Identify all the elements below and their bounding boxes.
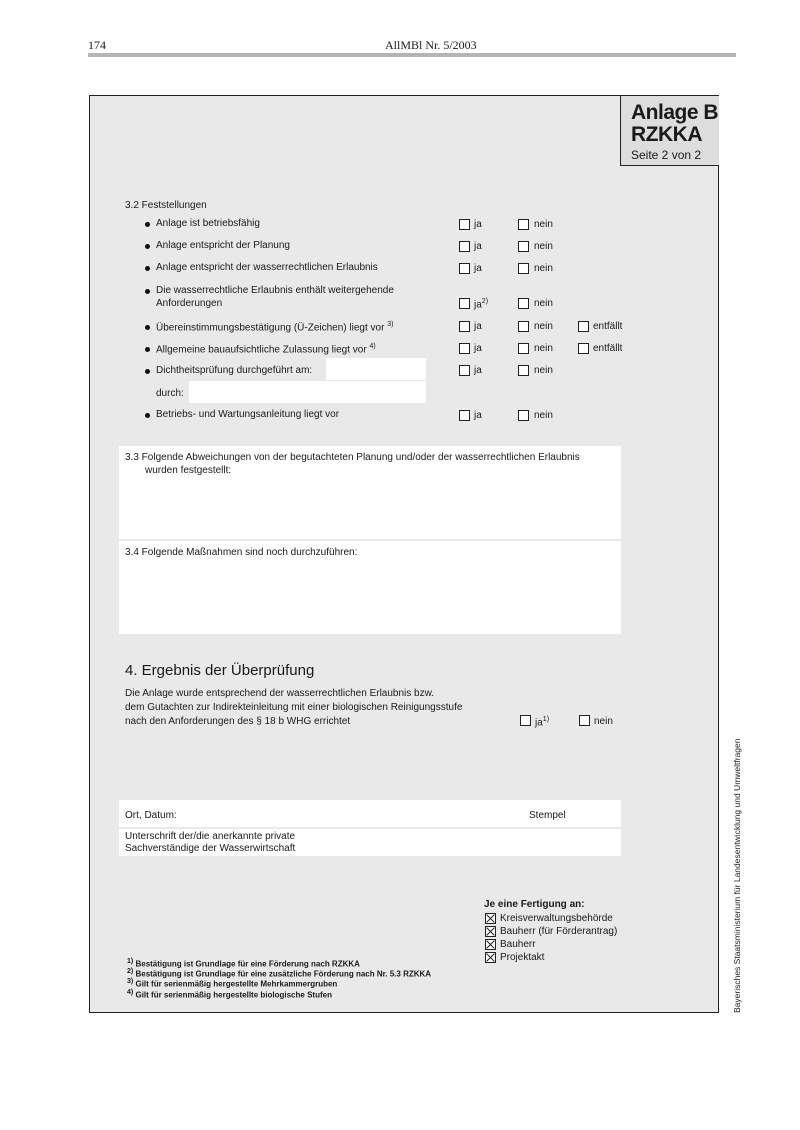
s33-line2: wurden festgestellt: xyxy=(145,465,232,476)
s32-item-5 xyxy=(156,321,393,333)
row1-ja-checkbox[interactable] xyxy=(459,219,470,230)
s33-line1: 3.3 Folgende Abweichungen von der begutachteten Planung und/oder der wasserrechtlichen Erlaubnis xyxy=(125,452,580,463)
row8-ja-checkbox[interactable] xyxy=(459,410,470,421)
s4-nein-checkbox[interactable] xyxy=(579,715,590,726)
s32-item-1: Anlage ist betriebsfähig xyxy=(156,218,260,229)
anlage-page: Seite 2 von 2 xyxy=(631,148,702,162)
s4-nein-label: nein xyxy=(594,716,613,727)
anlage-code: RZKKA xyxy=(631,123,702,146)
row6-entfaellt-label: entfällt xyxy=(593,343,623,354)
footnote-4-number: 4) xyxy=(127,989,134,996)
footnote-3-number: 3) xyxy=(127,978,134,985)
row6-nein-checkbox[interactable] xyxy=(518,343,529,354)
dist-item-3: Bauherr xyxy=(500,939,536,950)
row8-ja-label: ja xyxy=(474,410,482,421)
bullet-icon xyxy=(145,347,150,352)
s4-footnote-ref: 1) xyxy=(542,716,550,723)
ort-datum-label: Ort, Datum: xyxy=(125,810,177,821)
s32-item-6-text: Allgemeine bauaufsichtliche Zulassung liegt vor xyxy=(156,344,367,356)
durch-label: durch: xyxy=(156,388,184,399)
row1-nein-label: nein xyxy=(534,219,553,230)
footnote-1-text: Bestätigung ist Grundlage für eine Förderung nach RZKKA xyxy=(135,959,360,969)
row5-ja-label: ja xyxy=(474,321,482,332)
header-rule xyxy=(88,53,736,57)
row6-ja-label: ja xyxy=(474,343,482,354)
s4-line2: dem Gutachten zur Indirekteinleitung mit einer biologischen Reinigungsstufe xyxy=(125,702,463,713)
dist-checkbox-2[interactable] xyxy=(485,926,496,937)
row2-nein-label: nein xyxy=(534,241,553,252)
dist-item-4: Projektakt xyxy=(500,952,545,963)
dist-checkbox-1[interactable] xyxy=(485,913,496,924)
s32-item-4b: Anforderungen xyxy=(156,298,223,309)
s32-item-5-text: Übereinstimmungsbestätigung (Ü-Zeichen) liegt vor xyxy=(156,322,385,334)
bullet-icon xyxy=(145,413,150,418)
footnote-2-number: 2) xyxy=(127,968,134,975)
s32-item-3: Anlage entspricht der wasserrechtlichen Erlaubnis xyxy=(156,262,378,273)
row8-nein-label: nein xyxy=(534,410,553,421)
anlage-box xyxy=(620,96,719,166)
date-input[interactable] xyxy=(326,358,426,380)
bullet-icon xyxy=(145,244,150,249)
s32-item-8: Betriebs- und Wartungsanleitung liegt vor xyxy=(156,409,340,420)
journal-title: AllMBl Nr. 5/2003 xyxy=(385,38,477,52)
footnote-2-text: Bestätigung ist Grundlage für eine zusätzliche Förderung nach Nr. 5.3 RZKKA xyxy=(135,969,432,979)
row5-ja-checkbox[interactable] xyxy=(459,321,470,332)
row4-nein-label: nein xyxy=(534,298,553,309)
row3-ja-label: ja xyxy=(474,263,482,274)
s4-heading: 4. Ergebnis der Überprüfung xyxy=(125,662,315,679)
footnote-1-number: 1) xyxy=(127,958,134,965)
row3-nein-checkbox[interactable] xyxy=(518,263,529,274)
footnote-3-text: Gilt für serienmäßig hergestellte Mehrkammergruben xyxy=(135,979,338,989)
s32-item-6 xyxy=(156,343,376,355)
row4-ja-text: ja xyxy=(474,299,482,311)
footnote-4-text: Gilt für serienmäßig hergestellte biologische Stufen xyxy=(135,990,332,1000)
row4-nein-checkbox[interactable] xyxy=(518,298,529,309)
row8-nein-checkbox[interactable] xyxy=(518,410,529,421)
row3-ja-checkbox[interactable] xyxy=(459,263,470,274)
row7-ja-checkbox[interactable] xyxy=(459,365,470,376)
s4-line3: nach den Anforderungen des § 18 b WHG errichtet xyxy=(125,716,351,727)
anlage-title: Anlage B xyxy=(631,101,719,124)
dist-checkbox-3[interactable] xyxy=(485,939,496,950)
dist-item-1: Kreisverwaltungsbehörde xyxy=(500,913,613,924)
dist-checkbox-4[interactable] xyxy=(485,952,496,963)
row7-nein-label: nein xyxy=(534,365,553,376)
bullet-icon xyxy=(145,325,150,330)
stempel-label: Stempel xyxy=(529,810,566,821)
signature-line2: Sachverständige der Wasserwirtschaft xyxy=(125,843,296,854)
row5-nein-checkbox[interactable] xyxy=(518,321,529,332)
row2-ja-checkbox[interactable] xyxy=(459,241,470,252)
row1-nein-checkbox[interactable] xyxy=(518,219,529,230)
row6-ja-checkbox[interactable] xyxy=(459,343,470,354)
ministry-side-text: Bayerisches Staatsministerium für Landesentwicklung und Umweltfragen xyxy=(732,738,742,1013)
signature-line1: Unterschrift der/die anerkannte private xyxy=(125,831,296,842)
dist-item-2: Bauherr (für Förderantrag) xyxy=(500,926,618,937)
row6-footnote-ref: 4) xyxy=(369,343,376,350)
bullet-icon xyxy=(145,266,150,271)
s32-item-7: Dichtheitsprüfung durchgeführt am: xyxy=(156,365,313,376)
row4-ja-checkbox[interactable] xyxy=(459,298,470,309)
row5-entfaellt-label: entfällt xyxy=(593,321,623,332)
s32-item-4a: Die wasserrechtliche Erlaubnis enthält weitergehende xyxy=(156,285,394,296)
row3-nein-label: nein xyxy=(534,263,553,274)
row2-ja-label: ja xyxy=(474,241,482,252)
row4-footnote-ref: 2) xyxy=(481,298,489,305)
s32-heading: 3.2 Feststellungen xyxy=(125,200,207,211)
row4-ja-label xyxy=(474,298,488,310)
row7-ja-label: ja xyxy=(474,365,482,376)
bullet-icon xyxy=(145,222,150,227)
bullet-icon xyxy=(145,289,150,294)
row1-ja-label: ja xyxy=(474,219,482,230)
page-number: 174 xyxy=(88,38,106,52)
row5-footnote-ref: 3) xyxy=(387,321,394,328)
row7-nein-checkbox[interactable] xyxy=(518,365,529,376)
s4-ja-label xyxy=(535,716,549,728)
footnote-3 xyxy=(127,978,337,989)
s4-line1: Die Anlage wurde entsprechend der wasserrechtlichen Erlaubnis bzw. xyxy=(125,688,435,699)
durch-input[interactable] xyxy=(189,381,426,403)
row5-nein-label: nein xyxy=(534,321,553,332)
row5-entfaellt-checkbox[interactable] xyxy=(578,321,589,332)
s4-ja-checkbox[interactable] xyxy=(520,715,531,726)
row6-nein-label: nein xyxy=(534,343,553,354)
distribution-heading: Je eine Fertigung an: xyxy=(484,899,585,910)
row6-entfaellt-checkbox[interactable] xyxy=(578,343,589,354)
footnote-4 xyxy=(127,989,332,1000)
bullet-icon xyxy=(145,369,150,374)
row2-nein-checkbox[interactable] xyxy=(518,241,529,252)
s4-ja-text: ja xyxy=(535,717,543,729)
s32-item-2: Anlage entspricht der Planung xyxy=(156,240,290,251)
s34-line1: 3.4 Folgende Maßnahmen sind noch durchzuführen: xyxy=(125,547,358,558)
